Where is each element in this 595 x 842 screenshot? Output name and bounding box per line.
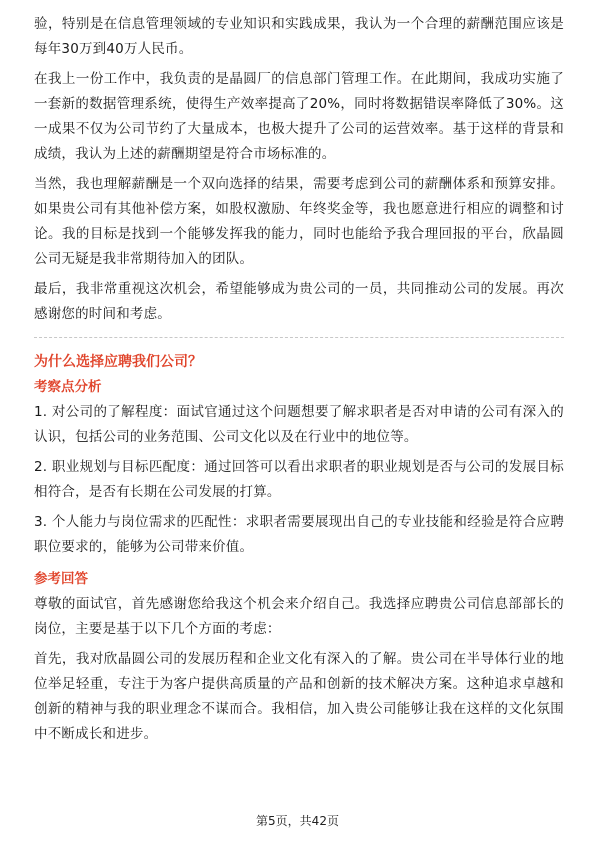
analysis-item-2: 2. 职业规划与目标匹配度：通过回答可以看出求职者的职业规划是否与公司的发展目标相符合，是否有长期在公司发展的打算。: [34, 459, 564, 500]
intro-paragraph-2: 在我上一份工作中，我负责的是晶圆厂的信息部门管理工作。在此期间，我成功实施了一套新的数据管理系统，使得生产效率提高了20%，同时将数据错误率降低了30%。这一成果不仅为公司节约了大量成本，也极大提升了公司的运营效率。基于这样的背景和成绩，我认为上述的薪酬期望是符合市场标准的。: [34, 71, 564, 162]
page-number: 第5页，共42页: [256, 814, 339, 828]
answer-heading: 参考回答: [34, 571, 88, 587]
section-divider: [34, 337, 564, 338]
analysis-heading: 考察点分析: [34, 379, 102, 395]
question-title: 为什么选择应聘我们公司？: [34, 354, 202, 370]
answer-paragraph-1: 尊敬的面试官，首先感谢您给我这个机会来介绍自己。我选择应聘贵公司信息部部长的岗位，主要是基于以下几个方面的考虑：: [34, 596, 564, 637]
intro-paragraph-1: 验，特别是在信息管理领域的专业知识和实践成果，我认为一个合理的薪酬范围应该是每年30万到40万人民币。: [34, 16, 564, 57]
intro-paragraph-4: 最后，我非常重视这次机会，希望能够成为贵公司的一员，共同推动公司的发展。再次感谢您的时间和考虑。: [34, 281, 564, 322]
analysis-item-3: 3. 个人能力与岗位需求的匹配性：求职者需要展现出自己的专业技能和经验是符合应聘职位要求的，能够为公司带来价值。: [34, 514, 564, 555]
answer-paragraph-2: 首先，我对欣晶圆公司的发展历程和企业文化有深入的了解。贵公司在半导体行业的地位举足轻重，专注于为客户提供高质量的产品和创新的技术解决方案。这种追求卓越和创新的精神与我的职业理念不谋而合。我相信，加入贵公司能够让我在这样的文化氛围中不断成长和进步。: [34, 651, 564, 742]
intro-paragraph-3: 当然，我也理解薪酬是一个双向选择的结果，需要考虑到公司的薪酬体系和预算安排。如果贵公司有其他补偿方案，如股权激励、年终奖金等，我也愿意进行相应的调整和讨论。我的目标是找到一个能够发挥我的能力，同时也能给予我合理回报的平台，欣晶圆公司无疑是我非常期待加入的团队。: [34, 176, 564, 267]
analysis-item-1: 1. 对公司的了解程度：面试官通过这个问题想要了解求职者是否对申请的公司有深入的认识，包括公司的业务范围、公司文化以及在行业中的地位等。: [34, 404, 564, 445]
document-page: [34, 12, 564, 752]
